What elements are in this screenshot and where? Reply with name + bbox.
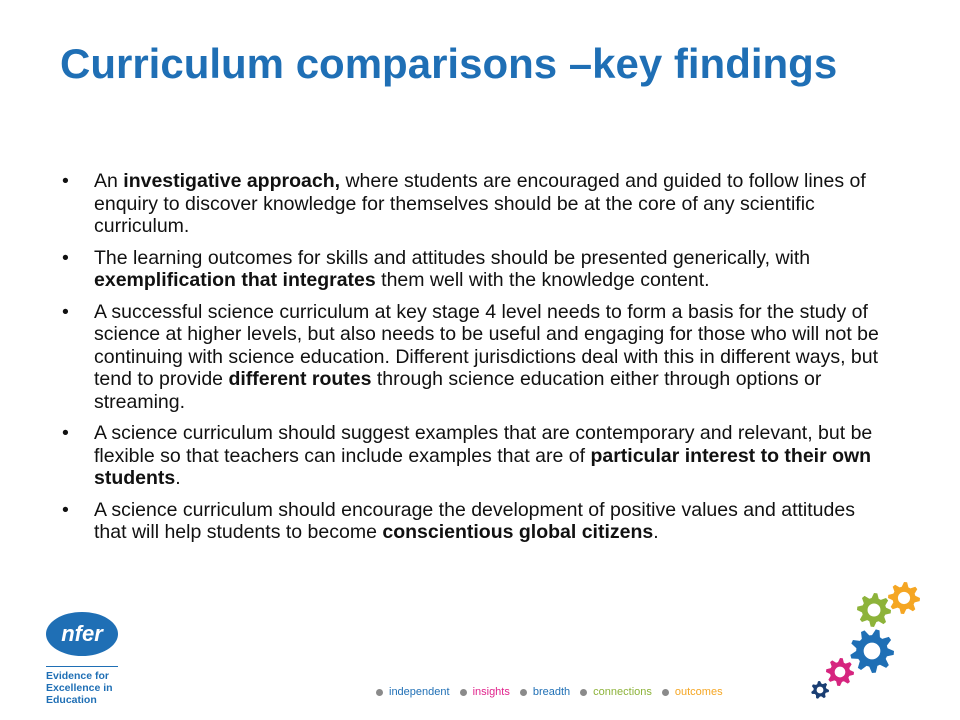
bullet-emphasis: investigative approach, <box>123 170 341 192</box>
nfer-logo-mark <box>44 610 120 658</box>
tagline-label: independent <box>389 686 450 698</box>
bullet-text: A successful science curriculum at key stage 4 level needs to form a basis for the study of science at higher levels, but also needs to be useful and engaging for those who will not be continuing with science education. Different jurisdictions deal with this in different ways, but tend to provide <box>94 300 879 390</box>
tagline-item <box>662 686 723 698</box>
bullet-list <box>62 170 882 553</box>
logo-tagline <box>46 670 136 706</box>
tagline-label: breadth <box>532 686 571 698</box>
tagline-dot-icon <box>376 689 383 696</box>
bullet-dot: • <box>62 422 69 444</box>
bullet-dot: • <box>62 246 69 269</box>
slide-title: Curriculum comparisons –key findings <box>60 40 838 87</box>
logo-line-2: Excellence in <box>46 682 113 694</box>
tagline-label: insights <box>472 686 510 698</box>
tagline-item <box>580 686 652 698</box>
orange-gear-icon <box>888 582 920 614</box>
bullet-text: . <box>653 521 659 543</box>
bullet-item <box>62 422 882 490</box>
bullet-text: A science curriculum should suggest examples that are contemporary and relevant, but be flexible so that teachers can include examples that are of <box>94 422 873 467</box>
bullet-emphasis: particular interest to their own students <box>94 444 872 489</box>
tagline-label: connections <box>593 686 652 698</box>
bullet-text: through science education either through options or streaming. <box>94 368 822 413</box>
bullet-item <box>62 301 882 414</box>
logo-line-3: Education <box>46 694 97 706</box>
tagline-dot-icon <box>662 689 669 696</box>
blue-gear-icon <box>850 629 894 673</box>
tagline-dot-icon <box>520 689 527 696</box>
tagline-item <box>460 686 510 698</box>
pink-gear-icon <box>826 658 854 686</box>
green-gear-icon <box>857 593 891 627</box>
bullet-emphasis: exemplification that integrates <box>94 269 376 291</box>
tagline-strip <box>376 683 733 701</box>
gears-decoration <box>800 576 940 706</box>
bullet-text: . <box>175 467 181 489</box>
bullet-text: The learning outcomes for skills and attitudes should be presented generically, with <box>94 246 811 269</box>
logo-divider <box>46 666 118 667</box>
bullet-text: An <box>94 170 124 192</box>
bullet-item <box>62 499 882 544</box>
tagline-dot-icon <box>460 689 467 696</box>
tagline-item <box>520 686 570 698</box>
nfer-logo <box>44 608 124 712</box>
logo-line-1: Evidence for <box>46 670 110 682</box>
bullet-text: where students are encouraged and guided to follow lines of enquiry to discover knowledge for themselves should be at the core of any scientific curriculum. <box>94 170 866 237</box>
bullet-emphasis: different routes <box>228 368 372 390</box>
bullet-dot: • <box>62 498 69 521</box>
tagline-label: outcomes <box>674 686 723 698</box>
tagline-item <box>376 686 450 698</box>
bullet-item <box>62 170 882 238</box>
tagline-dot-icon <box>580 689 587 696</box>
bullet-dot: • <box>62 170 69 192</box>
bullet-dot: • <box>62 300 69 323</box>
navy-gear-icon <box>811 681 829 699</box>
logo-mark-text: nfer <box>61 621 103 646</box>
bullet-text: A science curriculum should encourage the development of positive values and attitudes that will help students to become <box>94 498 855 543</box>
bullet-item <box>62 247 882 292</box>
bullet-text: them well with the knowledge content. <box>375 269 710 291</box>
bullet-emphasis: conscientious global citizens <box>382 521 654 543</box>
